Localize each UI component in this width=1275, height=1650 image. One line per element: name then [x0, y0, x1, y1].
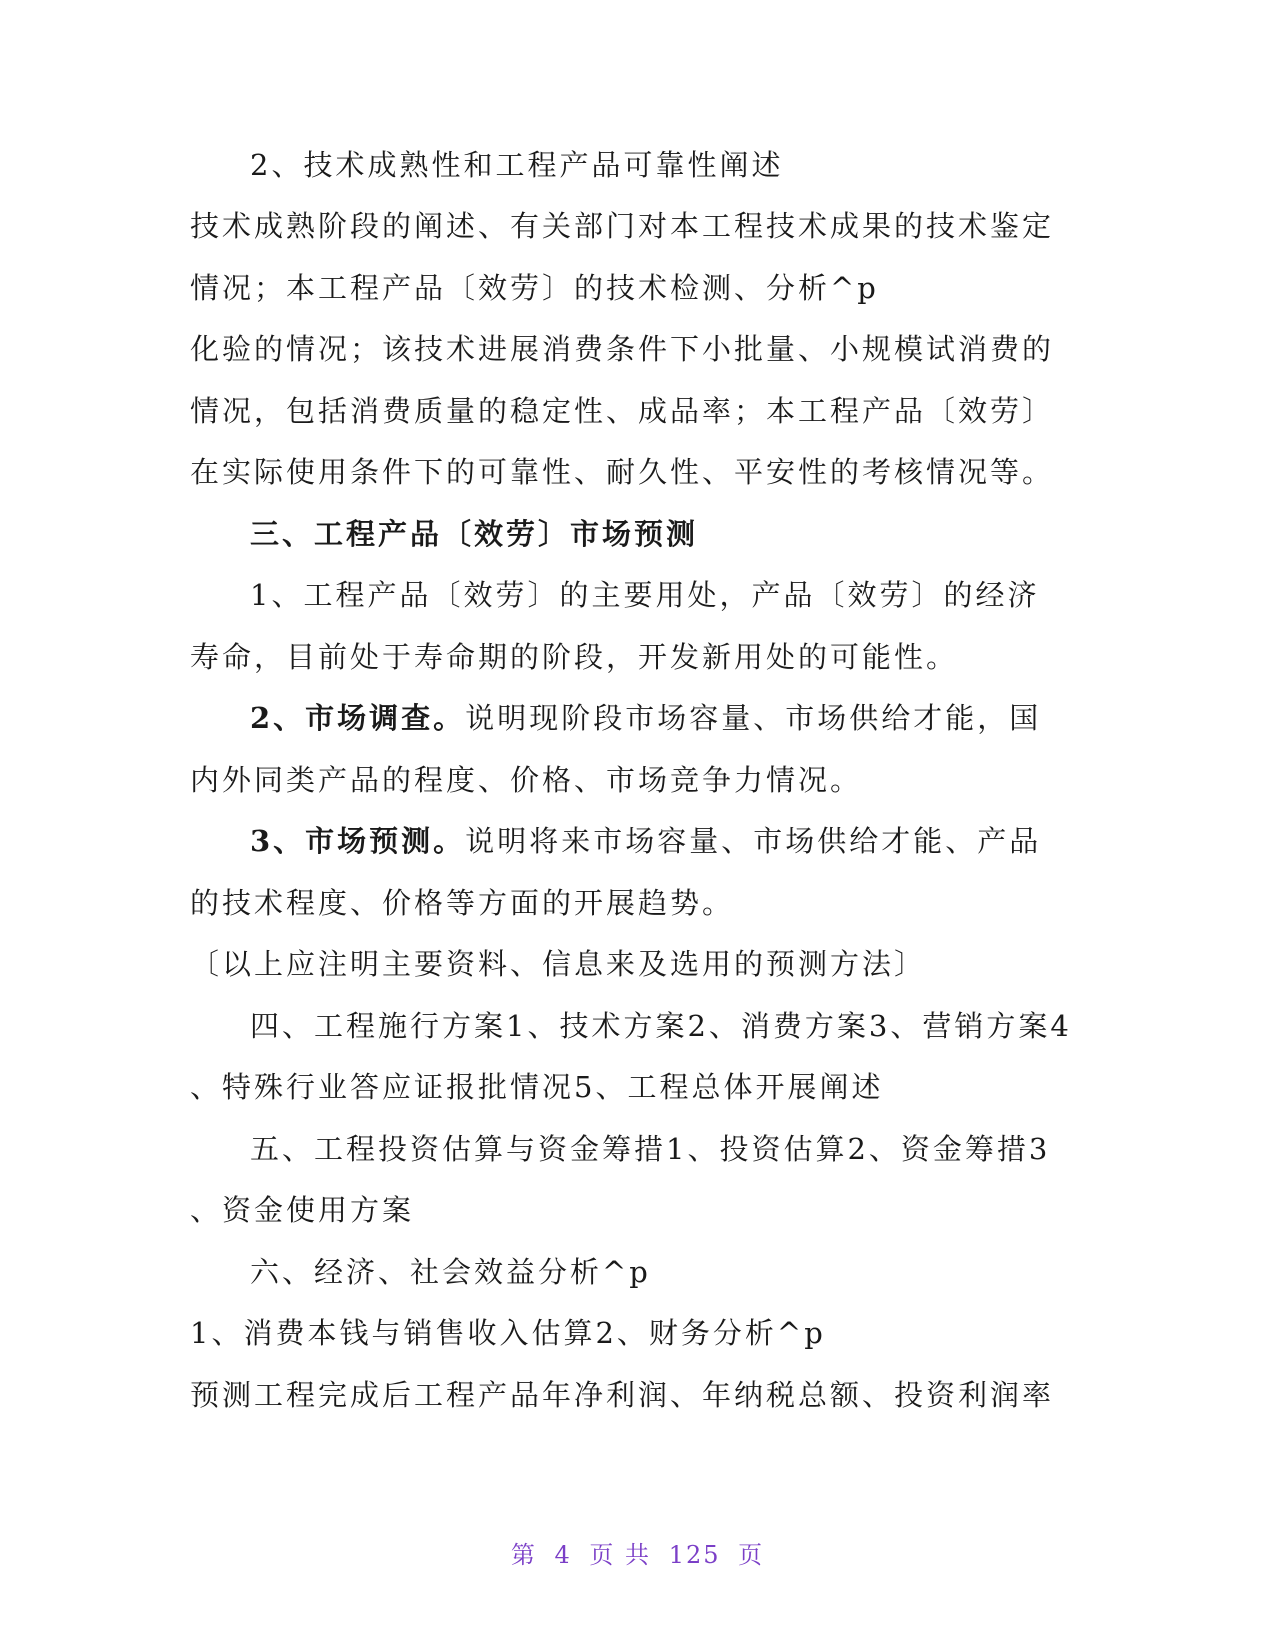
footer-suffix: 页	[738, 1541, 765, 1569]
paragraph-line: 情况，包括消费质量的稳定性、成品率；本工程产品〔效劳〕	[190, 394, 1055, 428]
paragraph-line: 1、消费本钱与销售收入估算2、财务分析^p	[190, 1316, 826, 1350]
note-line: 〔以上应注明主要资料、信息来及选用的预测方法〕	[190, 947, 927, 981]
paragraph-line: 1、工程产品〔效劳〕的主要用处，产品〔效劳〕的经济	[250, 578, 1040, 612]
subheading-tech-maturity: 2、技术成熟性和工程产品可靠性阐述	[250, 148, 784, 182]
footer-prefix: 第	[510, 1541, 537, 1569]
section-line-benefit-analysis: 六、经济、社会效益分析^p	[250, 1255, 651, 1289]
paragraph-line: 寿命，目前处于寿命期的阶段，开发新用处的可能性。	[190, 640, 959, 674]
paragraph-line: 的技术程度、价格等方面的开展趋势。	[190, 886, 735, 920]
paragraph-line: 技术成熟阶段的阐述、有关部门对本工程技术成果的技术鉴定	[190, 209, 1055, 243]
market-forecast-line	[250, 819, 1041, 863]
market-survey-line	[250, 696, 1041, 740]
paragraph-line: 、资金使用方案	[190, 1193, 415, 1227]
market-forecast-label: 3、市场预测。	[250, 824, 466, 858]
paragraph-line: 情况；本工程产品〔效劳〕的技术检测、分析^p	[190, 271, 879, 305]
market-survey-label: 2、市场调查。	[250, 701, 466, 735]
section-heading-market-forecast: 三、工程产品〔效劳〕市场预测	[250, 517, 699, 551]
paragraph-line: 内外同类产品的程度、价格、市场竞争力情况。	[190, 763, 863, 797]
page-number-footer	[0, 1535, 1275, 1570]
footer-middle: 页 共	[589, 1541, 652, 1569]
paragraph-line: 在实际使用条件下的可靠性、耐久性、平安性的考核情况等。	[190, 455, 1055, 489]
market-survey-text: 说明现阶段市场容量、市场供给才能，国	[465, 701, 1042, 735]
market-forecast-text: 说明将来市场容量、市场供给才能、产品	[465, 824, 1042, 858]
paragraph-line: 化验的情况；该技术进展消费条件下小批量、小规模试消费的	[190, 332, 1055, 366]
footer-total-pages: 125	[668, 1541, 721, 1569]
paragraph-line: 预测工程完成后工程产品年净利润、年纳税总额、投资利润率	[190, 1378, 1055, 1412]
paragraph-line: 、特殊行业答应证报批情况5、工程总体开展阐述	[190, 1070, 884, 1104]
section-line-implementation-plan: 四、工程施行方案1、技术方案2、消费方案3、营销方案4	[250, 1009, 1072, 1043]
footer-current-page: 4	[554, 1541, 572, 1569]
section-line-investment: 五、工程投资估算与资金筹措1、投资估算2、资金筹措3	[250, 1132, 1051, 1166]
